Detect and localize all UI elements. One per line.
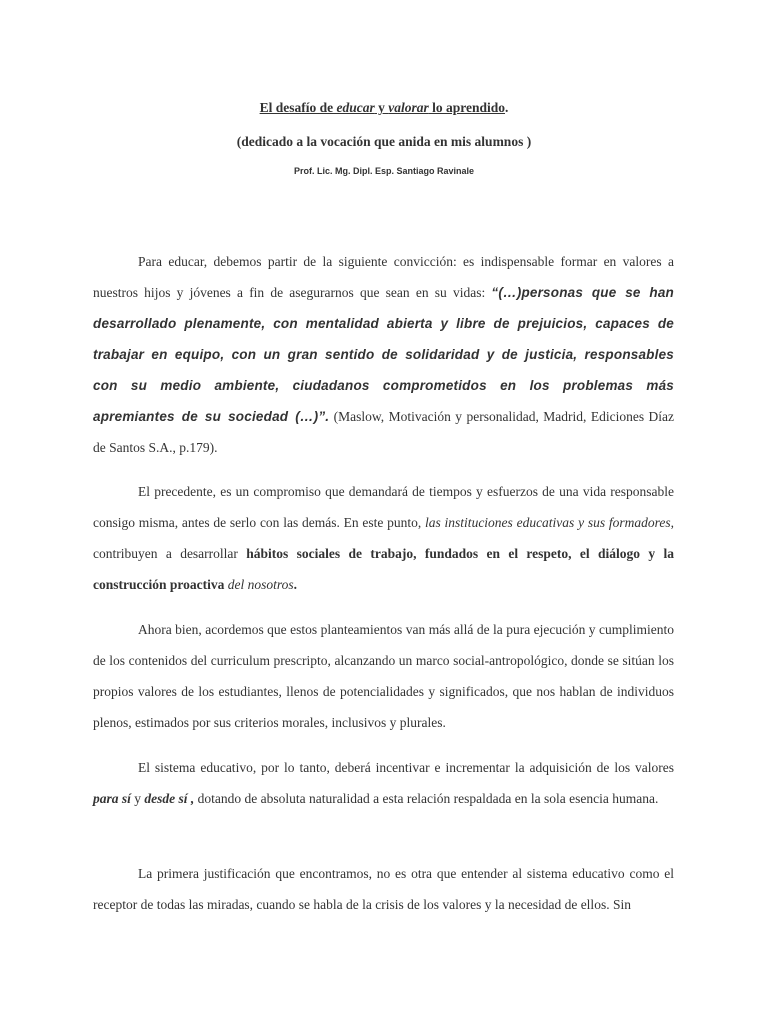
- paragraph-2: El precedente, es un compromiso que demandará de tiempos y esfuerzos de una vida responsable consigo misma, antes de serlo con las demás. En este punto, las instituciones educativas y sus formadores, contribuyen a desarrollar hábitos sociales de trabajo, fundados en el respeto, el diálogo y la construcción proactiva del nosotros.: [93, 484, 674, 592]
- paragraph-1: Para educar, debemos partir de la siguiente convicción: es indispensable formar en valores a nuestros hijos y jóvenes a fin de asegurarnos que sean en su vidas: “(…)personas que se han desarrollado plenamente, con mentalidad abierta y libre de prejuicios, capaces de trabajar en equipo, con un gran sentido de solidaridad y de justicia, responsables con su medio ambiente, ciudadanos comprometidos en los problemas más apremiantes de su sociedad (…)”. (Maslow, Motivación y personalidad, Madrid, Ediciones Díaz de Santos S.A., p.179).: [93, 254, 674, 455]
- title-underlined: El desafío de educar y valorar lo aprendido: [259, 100, 506, 115]
- paragraph-3: Ahora bien, acordemos que estos planteamientos van más allá de la pura ejecución y cumplimiento de los contenidos del curriculum prescripto, alcanzando un marco social-antropológico, donde se sitúan los propios valores de los estudiantes, llenos de potencialidades y significados, que nos hablan de individuos plenos, estimados por sus criterios morales, inclusivos y plurales.: [93, 622, 674, 730]
- title-educar: educar: [336, 100, 375, 115]
- document-subtitle: (dedicado a la vocación que anida en mis alumnos ): [236, 134, 532, 149]
- paragraph-4: El sistema educativo, por lo tanto, deberá incentivar e incrementar la adquisición de los valores para sí y desde sí , dotando de absoluta naturalidad a esta relación respaldada en la sola esencia humana.: [93, 760, 674, 806]
- document-author: Prof. Lic. Mg. Dipl. Esp. Santiago Ravinale: [293, 166, 475, 176]
- title-valorar: valorar: [388, 100, 429, 115]
- maslow-quote: “(…)personas que se han desarrollado plenamente, con mentalidad abierta y libre de prejuicios, capaces de trabajar en equipo, con un gran sentido de solidaridad y de justicia, responsables con su medio ambiente, ciudadanos comprometidos en los problemas más apremiantes de su sociedad (…)”.: [93, 285, 674, 424]
- paragraph-5: La primera justificación que encontramos, no es otra que entender al sistema educativo como el receptor de todas las miradas, cuando se habla de la crisis de los valores y la necesidad de ellos. Sin: [93, 866, 674, 912]
- document-title: El desafío de educar y valorar lo aprendido.: [259, 100, 509, 115]
